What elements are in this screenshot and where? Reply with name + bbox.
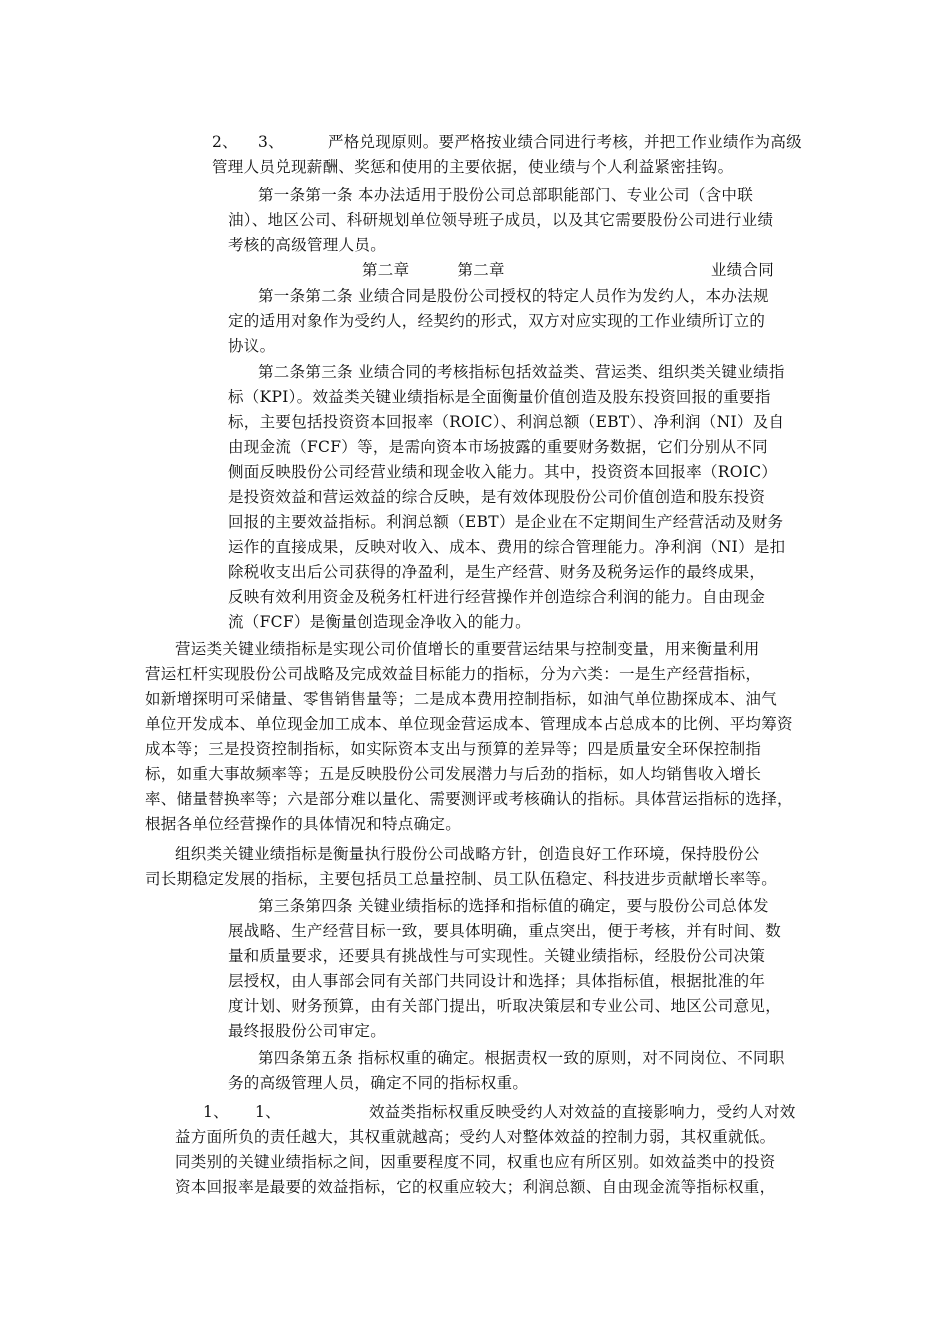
paragraph-line: 是投资效益和营运效益的综合反映，是有效体现股份公司价值创造和股东投资 xyxy=(228,488,766,506)
paragraph-line: 益方面所负的责任越大，其权重就越高；受约人对整体效益的控制力弱，其权重就低。 xyxy=(175,1128,776,1146)
numbered-line xyxy=(203,1100,796,1124)
paragraph-line: 层授权，由人事部会同有关部门共同设计和选择；具体指标值，根据批准的年 xyxy=(228,972,766,990)
chapter-number: 第二章 xyxy=(457,261,505,279)
paragraph-line: 侧面反映股份公司经营业绩和现金收入能力。其中，投资资本回报率（ROIC） xyxy=(228,463,778,481)
paragraph-line: 运作的直接成果，反映对收入、成本、费用的综合管理能力。净利润（NI）是扣 xyxy=(228,538,786,556)
paragraph-text: 效益类指标权重反映受约人对效益的直接影响力，受约人对效 xyxy=(368,1103,796,1121)
chapter-number: 第二章 xyxy=(362,261,410,279)
paragraph-line: 度计划、财务预算，由有关部门提出，听取决策层和专业公司、地区公司意见， xyxy=(228,997,782,1015)
paragraph-line: 根据各单位经营操作的具体情况和特点确定。 xyxy=(145,815,462,833)
list-number: 2、 xyxy=(212,133,238,151)
paragraph-line: 资本回报率是最要的效益指标，它的权重应较大；利润总额、自由现金流等指标权重， xyxy=(175,1178,776,1196)
paragraph-line: 管理人员兑现薪酬、奖惩和使用的主要依据，使业绩与个人利益紧密挂钩。 xyxy=(212,158,734,176)
list-number: 1、 xyxy=(203,1103,229,1121)
chapter-heading xyxy=(362,258,774,282)
list-number: 1、 xyxy=(254,1103,281,1121)
paragraph-line: 由现金流（FCF）等，是需向资本市场披露的重要财务数据，它们分别从不同 xyxy=(228,438,768,456)
paragraph-line: 如新增探明可采储量、零售销售量等；二是成本费用控制指标，如油气单位勘探成本、油气 xyxy=(145,690,778,708)
paragraph-line: 组织类关键业绩指标是衡量执行股份公司战略方针，创造良好工作环境，保持股份公 xyxy=(175,845,760,863)
paragraph-line: 单位开发成本、单位现金加工成本、单位现金营运成本、管理成本占总成本的比例、平均筹资 xyxy=(145,715,793,733)
paragraph-line: 第一条第二条 业绩合同是股份公司授权的特定人员作为发约人，本办法规 xyxy=(258,287,769,305)
paragraph-line: 司长期稳定发展的指标，主要包括员工总量控制、员工队伍稳定、科技进步贡献增长率等。 xyxy=(145,870,778,888)
paragraph-line: 协议。 xyxy=(228,337,276,355)
paragraph-line: 营运类关键业绩指标是实现公司价值增长的重要营运结果与控制变量，用来衡量利用 xyxy=(175,640,760,658)
chapter-title: 业绩合同 xyxy=(710,261,775,279)
paragraph-line: 同类别的关键业绩指标之间，因重要程度不同，权重也应有所区别。如效益类中的投资 xyxy=(175,1153,776,1171)
paragraph-line: 第三条第四条 关键业绩指标的选择和指标值的确定，要与股份公司总体发 xyxy=(258,897,769,915)
paragraph-line: 定的适用对象作为受约人，经契约的形式，双方对应实现的工作业绩所订立的 xyxy=(228,312,766,330)
paragraph-line: 最终报股份公司审定。 xyxy=(228,1022,387,1040)
paragraph-line: 油）、地区公司、科研规划单位领导班子成员，以及其它需要股份公司进行业绩 xyxy=(228,211,774,229)
paragraph-line: 营运杠杆实现股份公司战略及完成效益目标能力的指标，分为六类：一是生产经营指标， xyxy=(145,665,762,683)
paragraph-line: 率、储量替换率等；六是部分难以量化、需要测评或考核确认的指标。具体营运指标的选择， xyxy=(145,790,793,808)
paragraph-line: 反映有效利用资金及税务杠杆进行经营操作并创造综合利润的能力。自由现金 xyxy=(228,588,766,606)
paragraph-line: 第一条第一条 本办法适用于股份公司总部职能部门、专业公司（含中联 xyxy=(258,186,754,204)
paragraph-line: 展战略、生产经营目标一致，要具体明确，重点突出，便于考核，并有时间、数 xyxy=(228,922,782,940)
paragraph-line: 除税收支出后公司获得的净盈利，是生产经营、财务及税务运作的最终成果， xyxy=(228,563,766,581)
paragraph-line: 考核的高级管理人员。 xyxy=(228,236,387,254)
paragraph-line: 成本等；三是投资控制指标，如实际资本支出与预算的差异等；四是质量安全环保控制指 xyxy=(145,740,762,758)
paragraph-line: 标（KPI）。效益类关键业绩指标是全面衡量价值创造及股东投资回报的重要指 xyxy=(228,388,771,406)
paragraph-line: 标，主要包括投资资本回报率（ROIC）、利润总额（EBT）、净利润（NI）及自 xyxy=(228,413,785,431)
paragraph-line: 第二条第三条 业绩合同的考核指标包括效益类、营运类、组织类关键业绩指 xyxy=(258,363,785,381)
paragraph-line: 务的高级管理人员，确定不同的指标权重。 xyxy=(228,1074,529,1092)
list-number: 3、 xyxy=(257,133,284,151)
paragraph-line: 量和质量要求，还要具有挑战性与可实现性。关键业绩指标，经股份公司决策 xyxy=(228,947,766,965)
paragraph-text: 严格兑现原则。要严格按业绩合同进行考核，并把工作业绩作为高级 xyxy=(327,133,802,151)
numbered-line xyxy=(212,130,802,154)
paragraph-line: 标，如重大事故频率等；五是反映股份公司发展潜力与后劲的指标，如人均销售收入增长 xyxy=(145,765,762,783)
paragraph-line: 流（FCF）是衡量创造现金净收入的能力。 xyxy=(228,613,531,631)
paragraph-line: 回报的主要效益指标。利润总额（EBT）是企业在不定期间生产经营活动及财务 xyxy=(228,513,784,531)
paragraph-line: 第四条第五条 指标权重的确定。根据责权一致的原则，对不同岗位、不同职 xyxy=(258,1049,785,1067)
